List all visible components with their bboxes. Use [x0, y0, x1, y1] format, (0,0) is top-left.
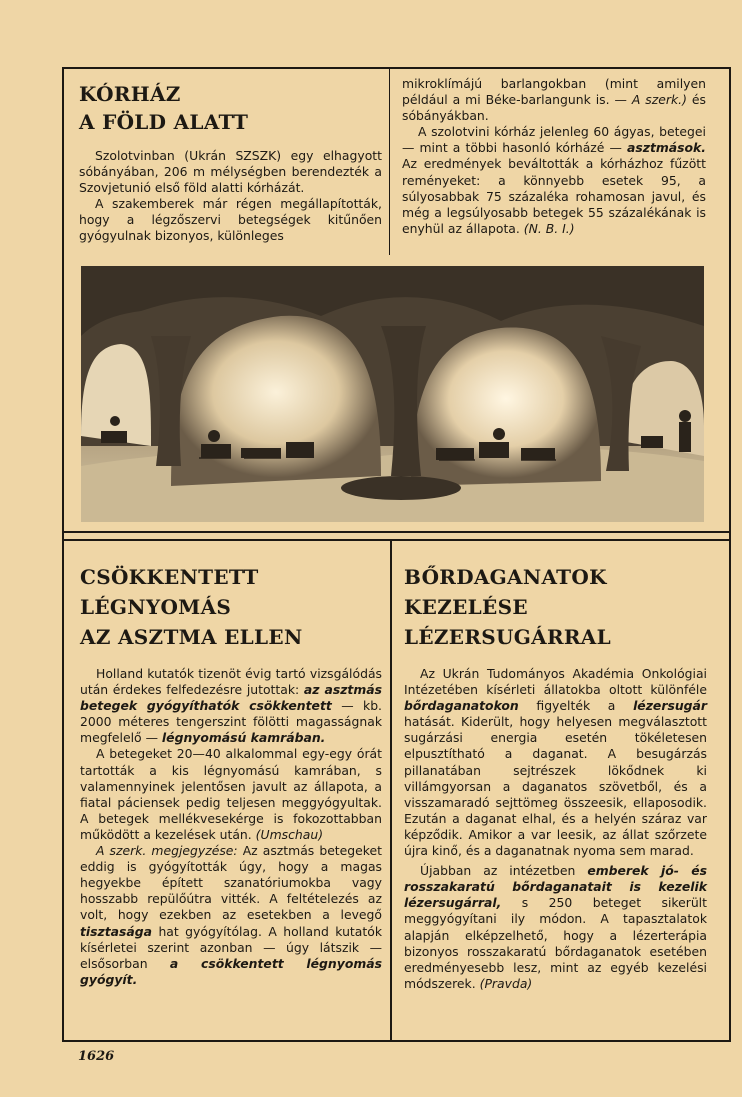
- text-span: mikroklímájú barlangokban (mint amilyen például a mi Béke-barlangunk is. —: [402, 76, 706, 108]
- text-span: Holland kutatók tizenöt évig tartó vizsgálódás után érdekes felfedezésre jutottak:: [80, 666, 382, 698]
- italic-text: A szerk.): [631, 92, 687, 108]
- title-line: LÉZERSUGÁRRAL: [404, 625, 611, 649]
- paragraph: Szolotvinban (Ukrán SZSZK) egy elhagyott sóbányában, 206 m mélységben berendezték a Szovjetunió első föld alatti kórházát.: [79, 148, 382, 196]
- frame-top-line: [62, 67, 730, 69]
- source-signature: (Pravda): [479, 975, 533, 991]
- paragraph: [402, 76, 706, 124]
- article-body: [80, 666, 382, 988]
- photo-frame: [64, 531, 729, 533]
- article-underground-hospital: [79, 80, 382, 245]
- text-span: s 250 beteget sikerült meggyógyítani ily módon. A tapasztalatok alapján elképzelhető, hogy a lézerterápia bizonyos rosszakaratú bőrdaganatok esetében eredményesebb lesz, mint az egyéb kezelési módszerek.: [404, 895, 707, 991]
- paragraph: [80, 666, 382, 746]
- title-line: LÉGNYOMÁS: [80, 595, 232, 619]
- text-span: figyelték a: [536, 698, 616, 714]
- text-span: — kb. 2000 méteres tengerszint fölötti magasságnak megfelelő —: [80, 698, 382, 746]
- title-line: KEZELÉSE: [404, 595, 528, 619]
- text-span: Újabban az intézetben: [420, 863, 576, 879]
- article-title: [404, 562, 707, 652]
- source-signature: (N. B. I.): [523, 220, 575, 236]
- article-title: [79, 80, 382, 136]
- frame-left-line: [62, 67, 64, 1042]
- cave-hospital-photo: [81, 266, 704, 522]
- article-laser-treatment: [404, 562, 707, 992]
- italic-text: asztmások.: [627, 140, 706, 156]
- bottom-column-divider: [390, 541, 392, 1040]
- italic-text: az asztmás betegek gyógyíthatók csökkentett: [80, 682, 382, 714]
- article-title: [80, 562, 382, 652]
- title-line: KÓRHÁZ: [79, 82, 181, 106]
- text-span: A betegeket 20—40 alkalommal egy-egy órát tartották a kis légnyomású kamrában, s valamennyinek jelentősen javult az állapota, a fiatal páciensek pedig teljesen meggyógyultak. A betegek mellékvesekérge is fokozottabban működött a kezelések után.: [80, 746, 382, 842]
- text-span: Az asztmás betegeket eddig is gyógyították úgy, hogy a magas hegyekbe épített szanatóriumokba vagy hosszabb repülőútra vitték. A feltételezés az volt, hogy ezekben az esetekben a levegő: [80, 843, 382, 923]
- source-signature: (Umschau): [255, 826, 324, 842]
- italic-text: bőrdaganatokon: [404, 698, 519, 714]
- article-body-right: [402, 76, 706, 237]
- article-reduced-pressure: [80, 562, 382, 988]
- title-line: A FÖLD ALATT: [79, 110, 249, 134]
- paragraph: A szakemberek már régen megállapították, hogy a légzőszervi betegségek kitűnően gyógyulnak bizonyos, különleges: [79, 196, 382, 244]
- title-line: CSÖKKENTETT: [80, 565, 259, 589]
- text-span: hatását. Kiderült, hogy helyesen megválasztott sugárzási energia esetén tökéletesen elpusztítható a daganat. A besugárzás pillanatában sejtrészek lökődnek ki villámgyorsan a daganatos szövetből, és a visszamaradó sejttömeg összeesik, ellaposodik. Ezután a daganat elhal, és a helyén száraz var képződik. Amikor a var leesik, az állat szőrzete újra kinő, és a daganatnak nyoma sem marad.: [404, 714, 707, 859]
- italic-text: a csökkentett légnyomás gyógyít.: [80, 955, 382, 987]
- text-span: A szolotvini kórház jelenleg 60 ágyas, betegei — mint a többi hasonló kórházé —: [402, 124, 706, 156]
- title-line: AZ ASZTMA ELLEN: [80, 625, 303, 649]
- paragraph: [402, 124, 706, 237]
- editor-note-lead: A szerk. megjegyzése:: [96, 843, 238, 859]
- italic-text: emberek jó- és rosszakaratú bőrdaganatait is kezelik lézersugárral,: [404, 863, 707, 911]
- frame-right-line: [729, 67, 731, 1042]
- photo-illustration: [81, 266, 704, 522]
- top-column-divider: [389, 69, 390, 255]
- paragraph: [80, 746, 382, 843]
- paragraph: [404, 863, 707, 992]
- italic-text: légnyomású kamrában.: [161, 730, 326, 746]
- text-span: és sóbányákban.: [402, 92, 706, 124]
- page-number: 1626: [78, 1049, 115, 1064]
- paragraph: [80, 843, 382, 988]
- section-divider: [64, 539, 729, 541]
- title-line: BŐRDAGANATOK: [404, 565, 607, 589]
- article-body: [404, 666, 707, 992]
- frame-bottom-line: [62, 1040, 731, 1042]
- text-span: Az eredmények beváltották a kórházhoz fűzött reményeket: a könnyebb esetek 95, a súlyosabbak 75 százaléka rohamosan javul, és még a legsúlyosabb betegek 55 százalékának is enyhül az állapota.: [402, 156, 706, 236]
- article-body-left: [79, 148, 382, 245]
- text-span: Az Ukrán Tudományos Akadémia Onkológiai Intézetében kísérleti állatokba oltott különféle: [404, 666, 707, 698]
- italic-text: tisztasága: [80, 923, 153, 939]
- paragraph: [404, 666, 707, 859]
- text-span: hat gyógyítólag. A holland kutatók kísérletei szerint azonban — úgy látszik — elsősorban: [80, 923, 382, 971]
- italic-text: lézersugár: [633, 698, 707, 714]
